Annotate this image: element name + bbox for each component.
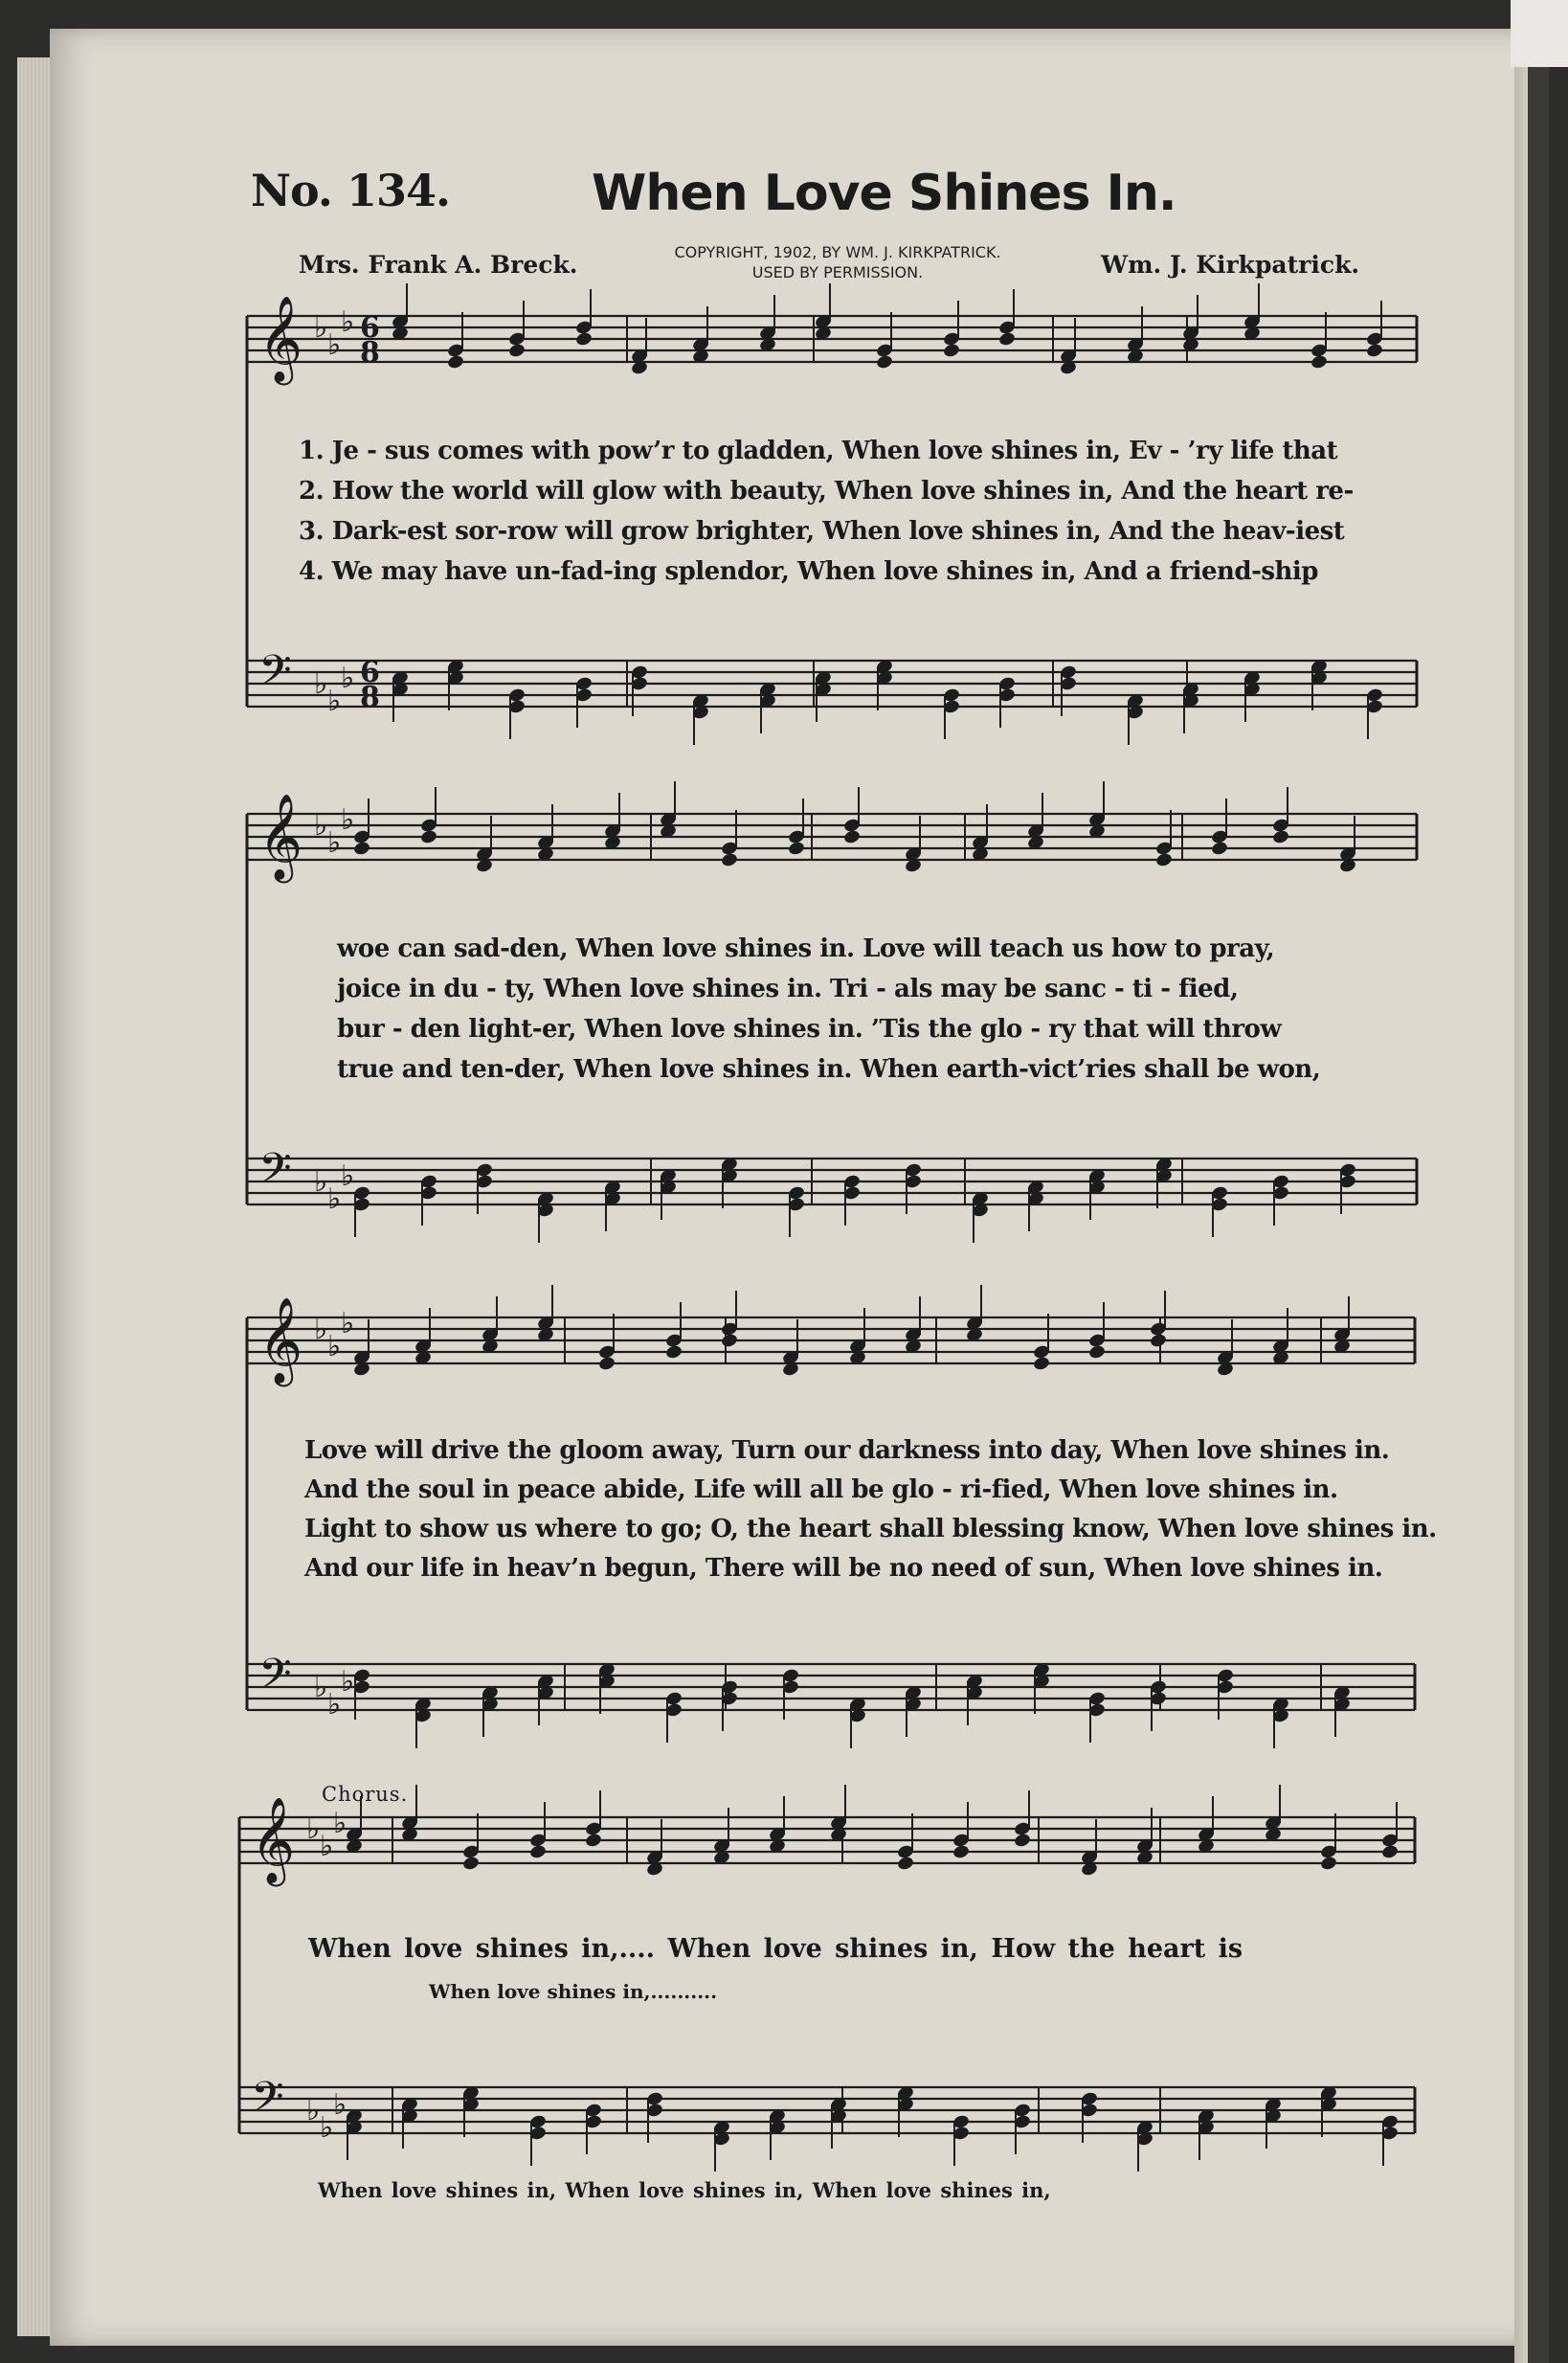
flat-icon: ♭ — [341, 305, 355, 339]
note-head — [446, 354, 464, 371]
note-head — [507, 343, 526, 359]
note-head — [1154, 852, 1173, 868]
verse-line-1-4: 4. We may have un-fad-ing splendor, When love shines in, And a friend-ship — [299, 557, 1318, 586]
flat-icon: ♭ — [327, 826, 342, 860]
verse-line-2-3: bur - den light-er, When love shines in. ’Tis the glo - ry that will throw — [337, 1015, 1282, 1044]
verse-line-3-2: And the soul in peace abide, Life will all be glo - ri-fied, When love shines in. — [304, 1475, 1338, 1504]
time-signature-bottom: 8 — [360, 336, 380, 370]
note-head — [1013, 1833, 1031, 1849]
flat-icon: ♭ — [314, 1313, 328, 1346]
chorus-lyric: When love shines in,.... When love shines in, How the heart is — [308, 1934, 1243, 1964]
bass-clef-icon: 𝄢 — [251, 2072, 284, 2132]
flat-icon: ♭ — [327, 685, 342, 718]
bass-clef-icon: 𝄢 — [258, 1143, 292, 1204]
note-head — [997, 331, 1016, 348]
verse-line-1-2: 2. How the world will glow with beauty, When love shines in, And the heart re- — [299, 477, 1354, 506]
time-signature-top: 6 — [360, 656, 380, 689]
copyright-line-2: USED BY PERMISSION. — [751, 263, 924, 281]
flat-icon: ♭ — [341, 1665, 355, 1699]
note-head — [1032, 1356, 1050, 1372]
note-head — [1310, 354, 1328, 371]
verse-line-2-2: joice in du - ty, When love shines in. Tri - als may be sanc - ti - fied, — [337, 975, 1239, 1003]
note-head — [720, 852, 738, 868]
flat-icon: ♭ — [314, 667, 328, 701]
flat-icon: ♭ — [320, 2111, 334, 2145]
chorus-bass-lyric: When love shines in, When love shines in, When love shines in, — [318, 2178, 1051, 2202]
flat-icon: ♭ — [341, 803, 355, 837]
composer: Wm. J. Kirkpatrick. — [1101, 251, 1360, 279]
chorus-label: Chorus. — [322, 1783, 409, 1806]
flat-icon: ♭ — [314, 809, 328, 843]
flat-icon: ♭ — [306, 2094, 321, 2127]
note-head — [584, 1833, 602, 1849]
note-head — [461, 1856, 480, 1872]
time-signature-top: 6 — [360, 311, 380, 345]
hymn-title: When Love Shines In. — [592, 165, 1176, 222]
treble-clef-icon: 𝄞 — [258, 794, 303, 880]
time-signature-bottom: 8 — [360, 681, 380, 714]
treble-clef-icon: 𝄞 — [258, 1297, 303, 1384]
note-head — [419, 829, 437, 845]
flat-icon: ♭ — [320, 1830, 334, 1863]
note-head — [664, 1344, 683, 1361]
note-head — [1365, 343, 1383, 359]
note-head — [842, 829, 861, 845]
note-head — [1319, 1856, 1337, 1872]
hymn-number: No. 134. — [251, 165, 450, 216]
note-head — [1087, 1344, 1106, 1361]
treble-clef-icon: 𝄞 — [251, 1797, 296, 1883]
note-head — [942, 343, 960, 359]
flat-icon: ♭ — [341, 1159, 355, 1193]
verse-line-2-1: woe can sad-den, When love shines in. Love will teach us how to pray, — [337, 934, 1275, 963]
flat-icon: ♭ — [314, 311, 328, 345]
flat-icon: ♭ — [327, 1182, 342, 1216]
flat-icon: ♭ — [314, 1671, 328, 1704]
flat-icon: ♭ — [341, 662, 355, 695]
verse-line-3-3: Light to show us where to go; O, the heart shall blessing know, When love shines in. — [304, 1515, 1437, 1543]
flat-icon: ♭ — [306, 1812, 321, 1846]
bass-clef-icon: 𝄢 — [258, 1649, 292, 1709]
note-head — [1271, 829, 1289, 845]
note-head — [896, 1856, 914, 1872]
note-head — [574, 331, 593, 348]
note-head — [875, 354, 893, 371]
verse-line-3-4: And our life in heav’n begun, There will be no need of sun, When love shines in. — [304, 1554, 1383, 1583]
flat-icon: ♭ — [327, 1330, 342, 1363]
flat-icon: ♭ — [314, 1165, 328, 1199]
treble-clef-icon: 𝄞 — [258, 296, 303, 382]
note-head — [952, 1844, 970, 1860]
copyright-line-1: COPYRIGHT, 1902, BY WM. J. KIRKPATRICK. — [674, 243, 1001, 261]
note-head — [720, 1333, 738, 1349]
lyricist: Mrs. Frank A. Breck. — [299, 251, 578, 279]
chorus-alto-lyric: When love shines in,.......... — [429, 1980, 718, 2003]
flat-icon: ♭ — [327, 1688, 342, 1722]
flat-icon: ♭ — [327, 328, 342, 362]
verse-line-3-1: Love will drive the gloom away, Turn our darkness into day, When love shines in. — [304, 1436, 1390, 1465]
note-head — [352, 841, 370, 857]
bass-clef-icon: 𝄢 — [258, 645, 292, 706]
flat-icon: ♭ — [333, 1807, 347, 1840]
verse-line-1-3: 3. Dark-est sor-row will grow brighter, When love shines in, And the heav-iest — [299, 517, 1345, 546]
note-head — [597, 1356, 616, 1372]
verse-line-1-1: 1. Je - sus comes with pow’r to gladden, When love shines in, Ev - ’ry life that — [299, 437, 1338, 465]
note-head — [787, 841, 805, 857]
note-head — [1149, 1333, 1167, 1349]
verse-line-2-4: true and ten-der, When love shines in. When earth-vict’ries shall be won, — [337, 1055, 1321, 1084]
note-head — [528, 1844, 547, 1860]
note-head — [1380, 1844, 1399, 1860]
note-head — [1210, 841, 1228, 857]
flat-icon: ♭ — [333, 2088, 347, 2122]
flat-icon: ♭ — [341, 1307, 355, 1340]
